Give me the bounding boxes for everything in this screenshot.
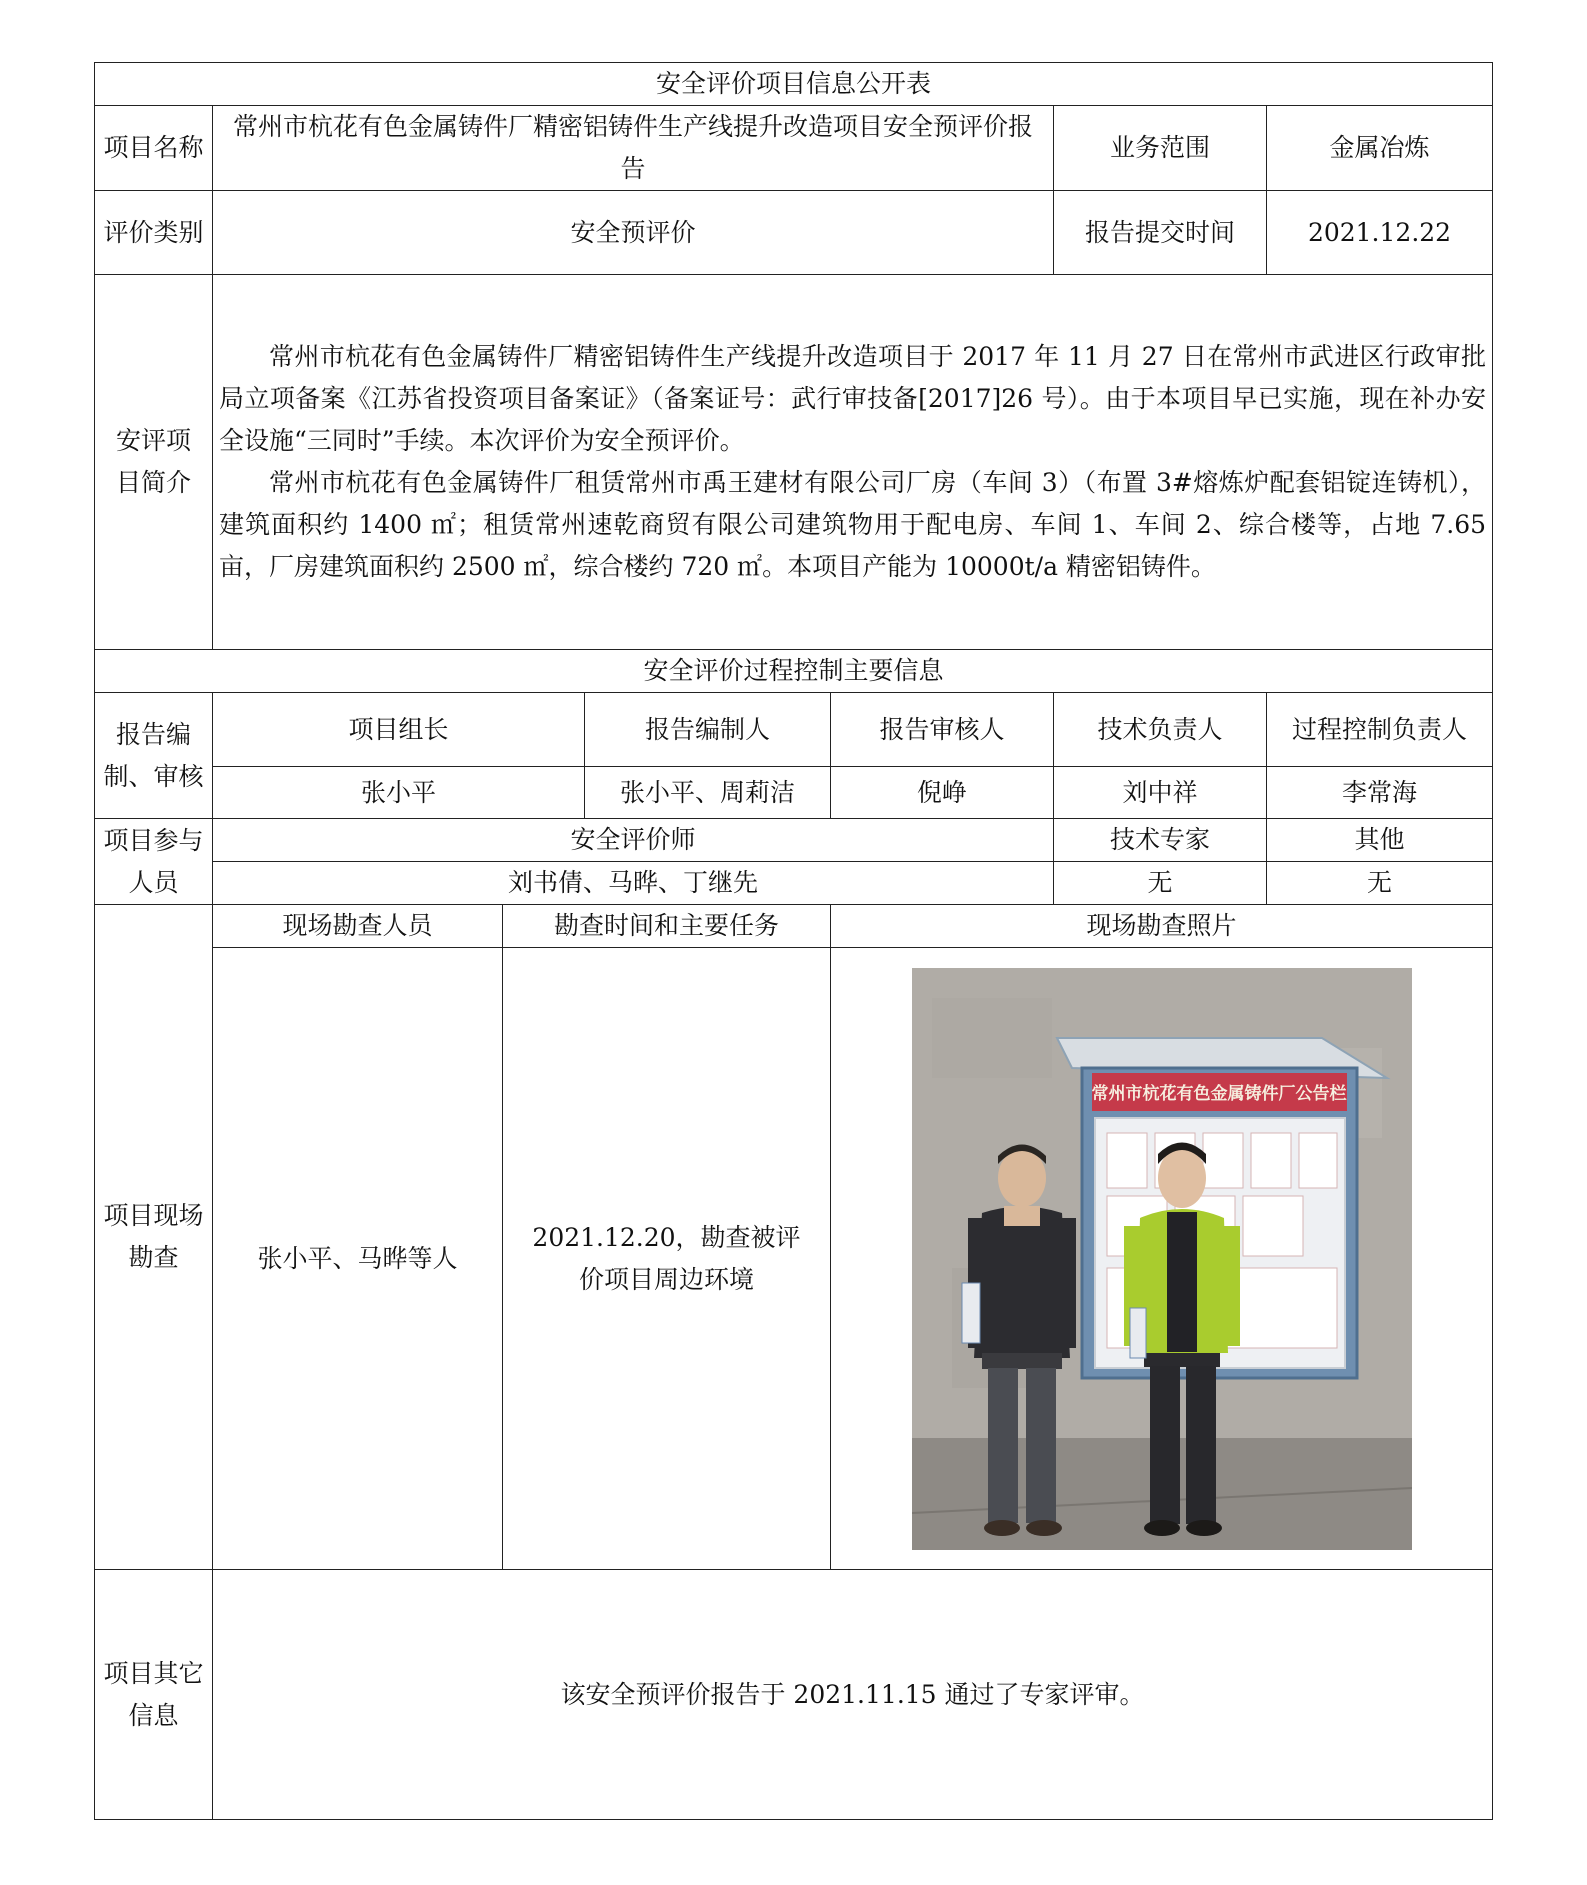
business-scope-label: 业务范围 (1054, 106, 1267, 191)
intro-label: 安评项目简介 (95, 275, 213, 650)
other-info-value: 该安全预评价报告于 2021.11.15 通过了专家评审。 (213, 1570, 1493, 1820)
intro-paragraph: 常州市杭花有色金属铸件厂租赁常州市禹王建材有限公司厂房（车间 3）（布置 3#熔炼炉配套铝锭连铸机），建筑面积约 1400 ㎡；租赁常州速乾商贸有限公司建筑物用于配电房、车间 1、车间 2、综合楼等，占地 7.65 亩，厂房建筑面积约 2500 ㎡，综合楼约 720 ㎡。本项目产能为 10000t/a 精密铝铸件。 (219, 468, 1487, 581)
staff-header-leader: 项目组长 (213, 693, 585, 767)
project-name-value: 常州市杭花有色金属铸件厂精密铝铸件生产线提升改造项目安全预评价报告 (213, 106, 1054, 191)
staff-value-leader: 张小平 (213, 767, 585, 819)
staff-value-reviewer: 倪峥 (831, 767, 1054, 819)
business-scope-value: 金属冶炼 (1267, 106, 1493, 191)
process-section-title: 安全评价过程控制主要信息 (95, 650, 1493, 693)
survey-people: 张小平、马晔等人 (213, 948, 503, 1570)
info-table (94, 62, 1493, 1820)
evaluation-type-value: 安全预评价 (213, 191, 1054, 275)
participants-value-other: 无 (1267, 862, 1493, 905)
survey-header-people: 现场勘查人员 (213, 905, 503, 948)
survey-photo-cell (831, 948, 1493, 1570)
table-title: 安全评价项目信息公开表 (95, 63, 1493, 106)
participants-header-evaluators: 安全评价师 (213, 819, 1054, 862)
staff-header-compiler: 报告编制人 (585, 693, 831, 767)
survey-header-photo: 现场勘查照片 (831, 905, 1493, 948)
staff-header-process-lead: 过程控制负责人 (1267, 693, 1493, 767)
survey-task: 2021.12.20，勘查被评价项目周边环境 (503, 948, 831, 1570)
sign-text: 常州市杭花有色金属铸件厂公告栏 (1091, 1083, 1347, 1104)
participants-value-experts: 无 (1054, 862, 1267, 905)
participants-value-evaluators: 刘书倩、马晔、丁继先 (213, 862, 1054, 905)
staff-value-tech-lead: 刘中祥 (1054, 767, 1267, 819)
submit-time-label: 报告提交时间 (1054, 191, 1267, 275)
submit-time-value: 2021.12.22 (1267, 191, 1493, 275)
staff-header-tech-lead: 技术负责人 (1054, 693, 1267, 767)
other-info-label: 项目其它信息 (95, 1570, 213, 1820)
staff-value-compiler: 张小平、周莉洁 (585, 767, 831, 819)
intro-paragraph: 常州市杭花有色金属铸件厂精密铝铸件生产线提升改造项目于 2017 年 11 月 27 日在常州市武进区行政审批局立项备案《江苏省投资项目备案证》（备案证号：武行审技备[2017]26 号）。由于本项目早已实施，现在补办安全设施“三同时”手续。本次评价为安全预评价。 (219, 342, 1487, 455)
evaluation-type-label: 评价类别 (95, 191, 213, 275)
participants-header-experts: 技术专家 (1054, 819, 1267, 862)
participants-label: 项目参与人员 (95, 819, 213, 905)
project-name-label: 项目名称 (95, 106, 213, 191)
staff-label: 报告编制、审核 (95, 693, 213, 819)
site-survey-photo (912, 968, 1412, 1550)
participants-header-other: 其他 (1267, 819, 1493, 862)
staff-value-process-lead: 李常海 (1267, 767, 1493, 819)
survey-label: 项目现场勘查 (95, 905, 213, 1570)
intro-content (213, 275, 1493, 650)
staff-header-reviewer: 报告审核人 (831, 693, 1054, 767)
survey-header-task: 勘查时间和主要任务 (503, 905, 831, 948)
